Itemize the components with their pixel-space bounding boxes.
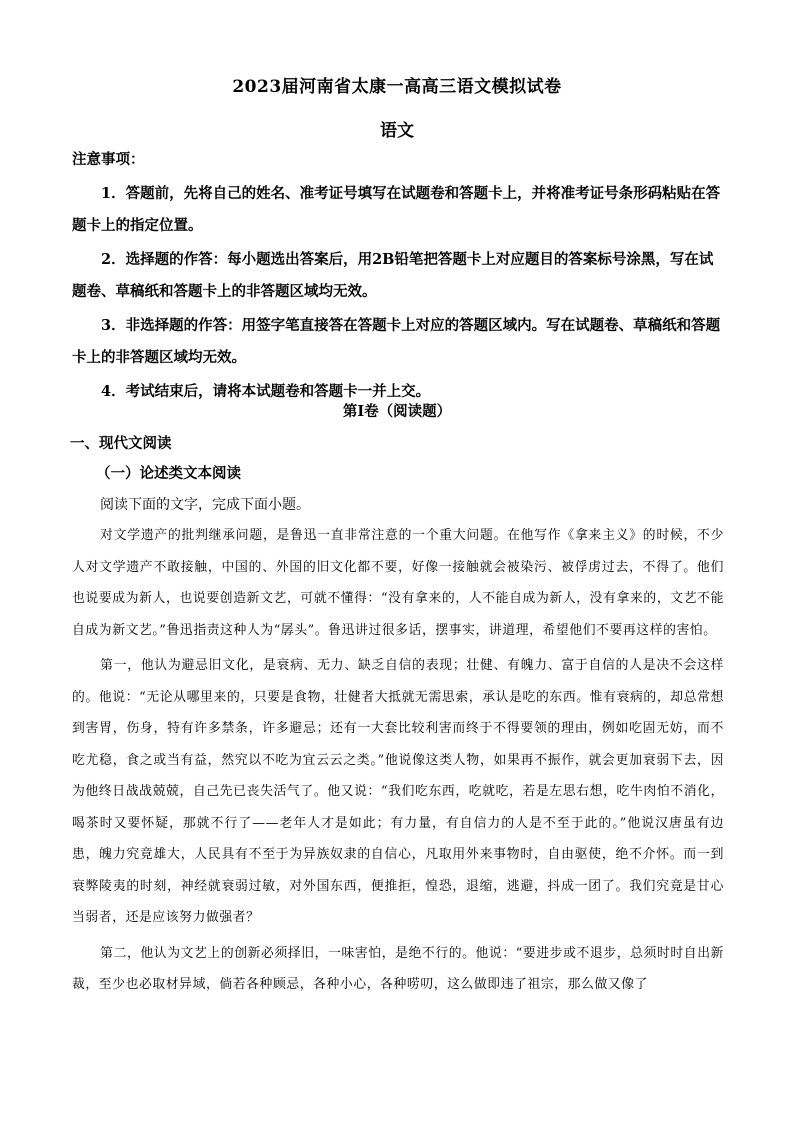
passage-paragraph: 第一，他认为避忌旧文化，是衰病、无力、缺乏自信的表现；壮健、有魄力、富于自信的人是决不会这样的。他说：“无论从哪里来的，只要是食物，壮健者大抵就无需思索，承认是吃的东西。惟有衰病的，却总常想到害胃，伤身，特有许多禁条，许多避忌；还有一大套比较利害而终于不得要领的理由，例如吃固无妨，而不吃尤稳，食之或当有益，然究以不吃为宜云云之类。”他说像这类人物，如果再不振作，就会更加衰弱下去，因为他终日战战兢兢，自己先已丧失活气了。他又说：“我们吃东西，吃就吃，若是左思右想，吃牛肉怕不消化，喝茶时又要怀疑，那就不行了——老年人才是如此；有力量，有自信力的人是不至于此的。”他说汉唐虽有边患，魄力究竟雄大，人民具有不至于为异族奴隶的自信心，凡取用外来事物时，自由驱使，绝不介怀。而一到衰弊陵夷的时刻，神经就衰弱过敏，对外国东西，便推拒，惶恐，退缩，逃避，抖成一团了。我们究竟是甘心当弱者，还是应该努力做强者？ [72, 658, 724, 925]
passage-paragraph: 对文学遗产的批判继承问题，是鲁迅一直非常注意的一个重大问题。在他写作《拿来主义》的时候，不少人对文学遗产不敢接触，中国的、外国的旧文化都不要，好像一接触就会被染污、被俘虏过去，不得了。他们也说要成为新人，也说要创造新文艺，可就不懂得：“没有拿来的，人不能自成为新人，没有拿来的，文艺不能自成为新文艺。”鲁迅指责这种人为“孱头”。鲁迅讲过很多话，摆事实，讲道理，希望他们不要再这样的害怕。 [72, 528, 724, 638]
part-heading: 一、现代文阅读 [70, 435, 172, 452]
notes-item: 4．考试结束后，请将本试题卷和答题卡一并上交。 [101, 383, 431, 400]
notes-item: 1．答题前，先将自己的姓名、准考证号填写在试题卷和答题卡上，并将准考证号条形码粘贴在答题卡上的指定位置。 [72, 185, 721, 234]
passage-paragraph: 第二，他认为文艺上的创新必须择旧，一味害怕，是绝不行的。他说：“要进步或不退步，总须时时自出新裁，至少也必取材异域，倘若各种顾忌，各种小心，各种唠叨，这么做即违了祖宗，那么做又像了 [72, 945, 724, 992]
notes-item: 3．非选择题的作答：用签字笔直接答在答题卡上对应的答题区域内。写在试题卷、草稿纸和答题卡上的非答题区域均无效。 [72, 317, 721, 366]
reading-passage [72, 520, 724, 1005]
exam-notes [72, 150, 724, 408]
sub-part-heading: （一）论述类文本阅读 [96, 465, 241, 482]
notes-heading: 注意事项： [72, 151, 145, 168]
notes-item: 2．选择题的作答：每小题选出答案后，用2B铅笔把答题卡上对应题目的答案标号涂黑，写在试题卷、草稿纸和答题卡上的非答题区域均无效。 [72, 251, 714, 300]
reading-instruction: 阅读下面的文字，完成下面小题。 [100, 497, 310, 513]
section-title: 第Ⅰ卷（阅读题） [342, 403, 452, 420]
page-title: 2023届河南省太康一高高三语文模拟试卷 [232, 77, 562, 97]
page-subtitle: 语文 [380, 121, 414, 141]
